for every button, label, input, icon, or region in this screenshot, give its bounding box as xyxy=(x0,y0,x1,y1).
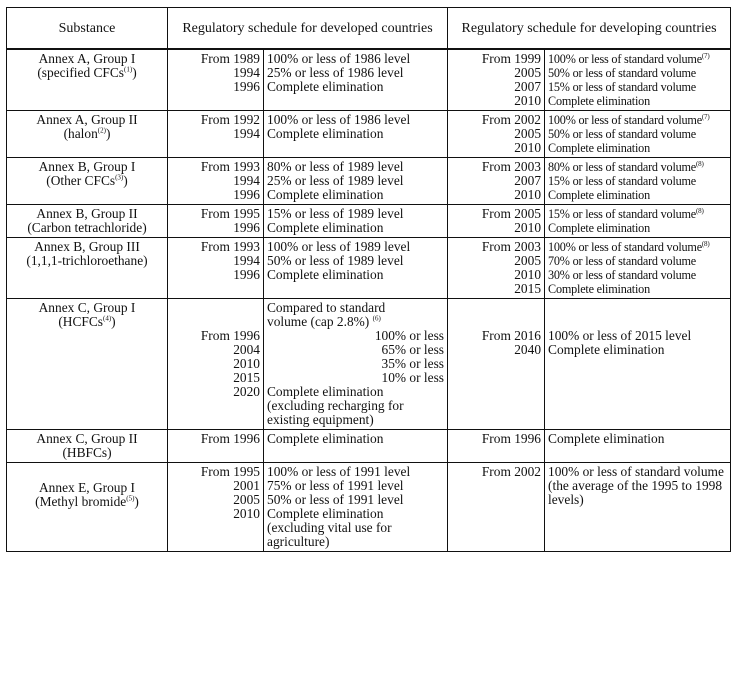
developed-years xyxy=(168,49,264,111)
level: 100% or less of 1986 level xyxy=(267,112,411,127)
substance-name: Annex B, Group I xyxy=(38,159,136,174)
level: 80% or less of 1989 level xyxy=(267,159,404,174)
level: 50% or less of 1991 level xyxy=(267,492,404,507)
level: 50% or less of standard volume xyxy=(548,127,697,141)
year: 2005 xyxy=(514,126,542,141)
level: Complete elimination xyxy=(267,431,384,446)
year: From 1996 xyxy=(200,431,260,446)
substance-desc: (Methyl bromide$^{(5)}$) xyxy=(35,494,139,509)
developing-levels xyxy=(545,463,731,552)
substance-cell xyxy=(7,238,168,299)
table-row xyxy=(7,299,731,430)
level: 15% or less of standard volume$^{(8)}$ xyxy=(548,206,704,221)
level: 65% or less xyxy=(381,342,445,357)
level: Complete elimination xyxy=(548,141,650,155)
substance-cell xyxy=(7,299,168,430)
table-row xyxy=(7,111,731,158)
year: From 2003 xyxy=(481,239,542,254)
developing-years xyxy=(448,299,545,430)
year: From 2002 xyxy=(481,112,542,127)
level: Complete elimination xyxy=(548,188,650,202)
level: 100% or less of 2015 level xyxy=(548,328,692,343)
developing-levels xyxy=(545,205,731,238)
level-note: (excluding vital use for agriculture) xyxy=(267,520,392,549)
substance-name: Annex E, Group I xyxy=(39,480,135,495)
developing-years xyxy=(448,238,545,299)
year: 2010 xyxy=(233,506,260,521)
level: 100% or less of 1986 level xyxy=(267,51,411,66)
developed-levels xyxy=(264,299,448,430)
level: 15% or less of 1989 level xyxy=(267,206,404,221)
year: 2015 xyxy=(233,370,260,385)
level-note: existing equipment) xyxy=(267,412,374,427)
level-intro: volume (cap 2.8%) $^{(6)}$ xyxy=(267,314,381,329)
substance-desc: (halon$^{(2)}$) xyxy=(63,126,111,141)
table-row xyxy=(7,238,731,299)
substance-name: Annex A, Group II xyxy=(36,112,138,127)
table-row xyxy=(7,205,731,238)
year: From 1996 xyxy=(200,328,260,343)
substance-name: Annex A, Group I xyxy=(38,51,136,66)
developed-years xyxy=(168,430,264,463)
level: 100% or less of standard volume$^{(7)}$ xyxy=(548,112,710,127)
year: 1994 xyxy=(233,253,260,268)
table-row xyxy=(7,158,731,205)
substance-desc: (HBFCs) xyxy=(62,445,112,460)
developing-years xyxy=(448,158,545,205)
developed-years xyxy=(168,205,264,238)
table-row xyxy=(7,430,731,463)
year: 2010 xyxy=(514,220,542,235)
substance-cell xyxy=(7,158,168,205)
year: 2004 xyxy=(233,342,260,357)
year: 2005 xyxy=(233,492,260,507)
substance-cell xyxy=(7,205,168,238)
year: From 2016 xyxy=(481,328,542,343)
substance-desc: (specified CFCs$^{(1)}$) xyxy=(37,65,137,80)
level: Complete elimination xyxy=(267,384,384,399)
level: Complete elimination xyxy=(267,220,384,235)
developed-levels xyxy=(264,205,448,238)
year: 1996 xyxy=(233,220,260,235)
level: 50% or less of 1989 level xyxy=(267,253,404,268)
level: 15% or less of standard volume xyxy=(548,80,697,94)
developing-levels xyxy=(545,238,731,299)
header-row xyxy=(7,8,731,50)
developing-levels xyxy=(545,49,731,111)
year: From 2005 xyxy=(481,206,542,221)
substance-name: Annex B, Group II xyxy=(36,206,138,221)
year: 1994 xyxy=(233,126,260,141)
year: 2005 xyxy=(514,253,542,268)
level: Complete elimination xyxy=(548,94,650,108)
year: From 2002 xyxy=(481,464,542,479)
substance-name: Annex C, Group I xyxy=(38,300,136,315)
year: From 1989 xyxy=(200,51,260,66)
developing-levels xyxy=(545,158,731,205)
header-developing: Regulatory schedule for developing countries xyxy=(448,8,731,50)
year: From 1996 xyxy=(481,431,542,446)
substance-cell xyxy=(7,49,168,111)
year: 2040 xyxy=(514,342,542,357)
developing-years xyxy=(448,430,545,463)
year: 1994 xyxy=(233,65,260,80)
table-row xyxy=(7,49,731,111)
developed-years xyxy=(168,463,264,552)
level: Complete elimination xyxy=(267,187,384,202)
level: Complete elimination xyxy=(548,431,665,446)
level: Complete elimination xyxy=(267,79,384,94)
year: 1994 xyxy=(233,173,260,188)
level: 25% or less of 1986 level xyxy=(267,65,404,80)
level: 70% or less of standard volume xyxy=(548,254,697,268)
level: 15% or less of standard volume xyxy=(548,174,697,188)
substance-desc: (Carbon tetrachloride) xyxy=(27,220,147,235)
developed-years xyxy=(168,238,264,299)
substance-cell xyxy=(7,111,168,158)
developed-levels xyxy=(264,430,448,463)
year: From 1993 xyxy=(200,239,260,254)
level: 30% or less of standard volume xyxy=(548,268,697,282)
year: 2005 xyxy=(514,65,542,80)
developed-years xyxy=(168,158,264,205)
level: Complete elimination xyxy=(548,342,665,357)
developed-years xyxy=(168,299,264,430)
level: Complete elimination xyxy=(267,126,384,141)
developing-years xyxy=(448,205,545,238)
table-row xyxy=(7,463,731,552)
year: 2015 xyxy=(514,281,542,296)
level: 25% or less of 1989 level xyxy=(267,173,404,188)
developing-years xyxy=(448,111,545,158)
header-substance: Substance xyxy=(7,8,168,50)
level: Complete elimination xyxy=(267,267,384,282)
year: 2007 xyxy=(514,79,542,94)
year: 2010 xyxy=(514,187,542,202)
developing-years xyxy=(448,49,545,111)
level: 100% or less of standard volume$^{(8)}$ xyxy=(548,239,710,254)
year: 2001 xyxy=(233,478,260,493)
year: From 1995 xyxy=(200,206,260,221)
developed-levels xyxy=(264,158,448,205)
level: Complete elimination xyxy=(267,506,384,521)
level-note: (excluding recharging for xyxy=(267,398,404,413)
year: 2010 xyxy=(514,267,542,282)
substance-name: Annex B, Group III xyxy=(34,239,140,254)
level: 75% or less of 1991 level xyxy=(267,478,404,493)
substance-desc: (1,1,1-trichloroethane) xyxy=(26,253,148,268)
level: 100% or less of 1991 level xyxy=(267,464,411,479)
level: 10% or less xyxy=(381,370,445,385)
developed-years xyxy=(168,111,264,158)
substance-desc: (Other CFCs$^{(3)}$) xyxy=(46,173,128,188)
year: From 2003 xyxy=(481,159,542,174)
year: 2010 xyxy=(514,140,542,155)
developing-years xyxy=(448,463,545,552)
substance-name: Annex C, Group II xyxy=(36,431,138,446)
level: Complete elimination xyxy=(548,221,650,235)
substance-desc: (HCFCs$^{(4)}$) xyxy=(58,314,116,329)
year: From 1999 xyxy=(481,51,542,66)
level: 100% or less of standard volume$^{(7)}$ xyxy=(548,51,710,66)
level: 100% or less of standard volume (the average of the 1995 to 1998 levels) xyxy=(548,464,724,507)
year: 2010 xyxy=(514,93,542,108)
developing-levels xyxy=(545,299,731,430)
developing-levels xyxy=(545,111,731,158)
year: 2010 xyxy=(233,356,260,371)
level-intro: Compared to standard xyxy=(267,300,386,315)
level: 80% or less of standard volume$^{(8)}$ xyxy=(548,159,704,174)
level: 50% or less of standard volume xyxy=(548,66,697,80)
developed-levels xyxy=(264,111,448,158)
regulatory-schedule-table xyxy=(6,7,731,552)
developed-levels xyxy=(264,463,448,552)
level: 100% or less of 1989 level xyxy=(267,239,411,254)
year: 1996 xyxy=(233,187,260,202)
year: 1996 xyxy=(233,79,260,94)
year: From 1992 xyxy=(200,112,260,127)
year: 1996 xyxy=(233,267,260,282)
header-developed: Regulatory schedule for developed countries xyxy=(168,8,448,50)
level: 100% or less xyxy=(374,328,445,343)
substance-cell xyxy=(7,463,168,552)
level: Complete elimination xyxy=(548,282,650,296)
substance-cell xyxy=(7,430,168,463)
year: 2020 xyxy=(233,384,260,399)
developed-levels xyxy=(264,49,448,111)
year: 2007 xyxy=(514,173,542,188)
year: From 1993 xyxy=(200,159,260,174)
year: From 1995 xyxy=(200,464,260,479)
level: 35% or less xyxy=(381,356,445,371)
developing-levels xyxy=(545,430,731,463)
developed-levels xyxy=(264,238,448,299)
